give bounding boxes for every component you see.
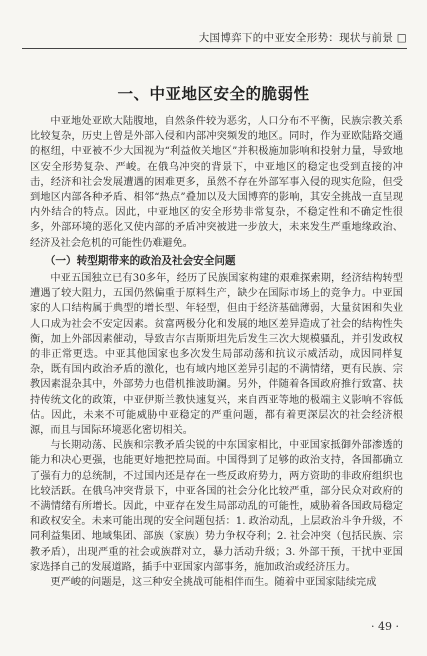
body-text	[30, 114, 403, 590]
paragraph: 更严峻的问题是，这三种安全挑战可能相伴而生。随着中亚国家陆续完成	[50, 577, 377, 589]
paragraph-intro: 中亚地处亚欧大陆腹地，自然条件较为恶劣，人口分布不平衡，民族宗教关系比较复杂，历史上曾是外部入侵和内部冲突频发的地区。同时，作为亚欧陆路交通的枢纽，中亚被不少大国视为“利益攸关地区”并积极施加影响和投射力量，导致地区安全形势复杂、严峻。在俄乌冲突的背景下，中亚地区的稳定也受到直接的冲击，经济和社会发展遭遇的困难更多，虽然不存在外部军事入侵的现实危险，但受到地区内部各种矛盾、相邻“热点”叠加以及大国博弈的影响，其安全挑战一直呈现内外结合的特点。因此，中亚地区的安全形势非常复杂，不稳定性和不确定性很多，外部环境的恶化又使内部的矛盾冲突被进一步放大，未来发生严重地缘政治、经济及社会危机的可能性仍难避免。	[30, 116, 403, 249]
paragraph: 中亚五国独立已有30多年，经历了民族国家构建的艰难探索期，经济结构转型遭遇了较大阻力，五国仍然偏重于原料生产，缺少在国际市场上的竞争力。中亚国家的人口结构属于典型的增长型、年轻型，但由于经济基础薄弱，大量贫困和失业人口成为社会不安定因素。贫富两极分化和发展的地区差异造成了社会的结构性失衡，加上外部因素催动，导致吉尔吉斯斯坦先后发生三次大规模骚乱，并引发政权的非正常更迭。中亚其他国家也多次发生局部动荡和抗议示威活动，成因同样复杂，既有国内政治矛盾的激化，也有域内地区差异引起的不满情绪，更有民族、宗教因素混杂其中，外部势力也借机推波助澜。另外，伴随着各国政府推行致富、扶持传统文化的政策，中亚伊斯兰教快速复兴，来自西亚等地的极端主义影响不容低估。因此，未来不可能威胁中亚稳定的严重问题，都有着更深层次的社会经济根源，而且与国际环境恶化密切相关。	[30, 273, 403, 437]
page-number: · 49 ·	[371, 620, 399, 633]
section-title: 一、中亚地区安全的脆弱性	[117, 85, 310, 103]
paragraph: 与长期动荡、民族和宗教矛盾尖锐的中东国家相比，中亚国家抵御外部渗透的能力和决心更强，也能更好地把控局面。中国得到了足够的政治支持，各国都确立了强有力的总统制，不过国内还是存在一些反政府势力，两方资助的非政府组织也比较活跃。在俄乌冲突背景下，中亚各国的社会分化比较严重，部分民众对政府的不满情绪有所增长。因此，中亚存在发生局部动乱的可能性，威胁着各国政局稳定和政权安全。未来可能出现的安全问题包括：1. 政治动乱，上层政治斗争升级，不同利益集团、地域集团、部族（家族）势力争权夺利；2. 社会冲突（包括民族、宗教矛盾），出现严重的社会或族群对立，暴力活动升级；3. 外部干预，干扰中亚国家选择自己的发展道路，插手中亚国家内部事务，施加政治或经济压力。	[30, 440, 403, 573]
running-header: 大国博弈下的中亚安全形势：现状与前景 □	[198, 32, 407, 44]
subsection-title: （一）转型期带来的政治及社会安全问题	[44, 254, 236, 267]
header-rule	[22, 48, 407, 49]
